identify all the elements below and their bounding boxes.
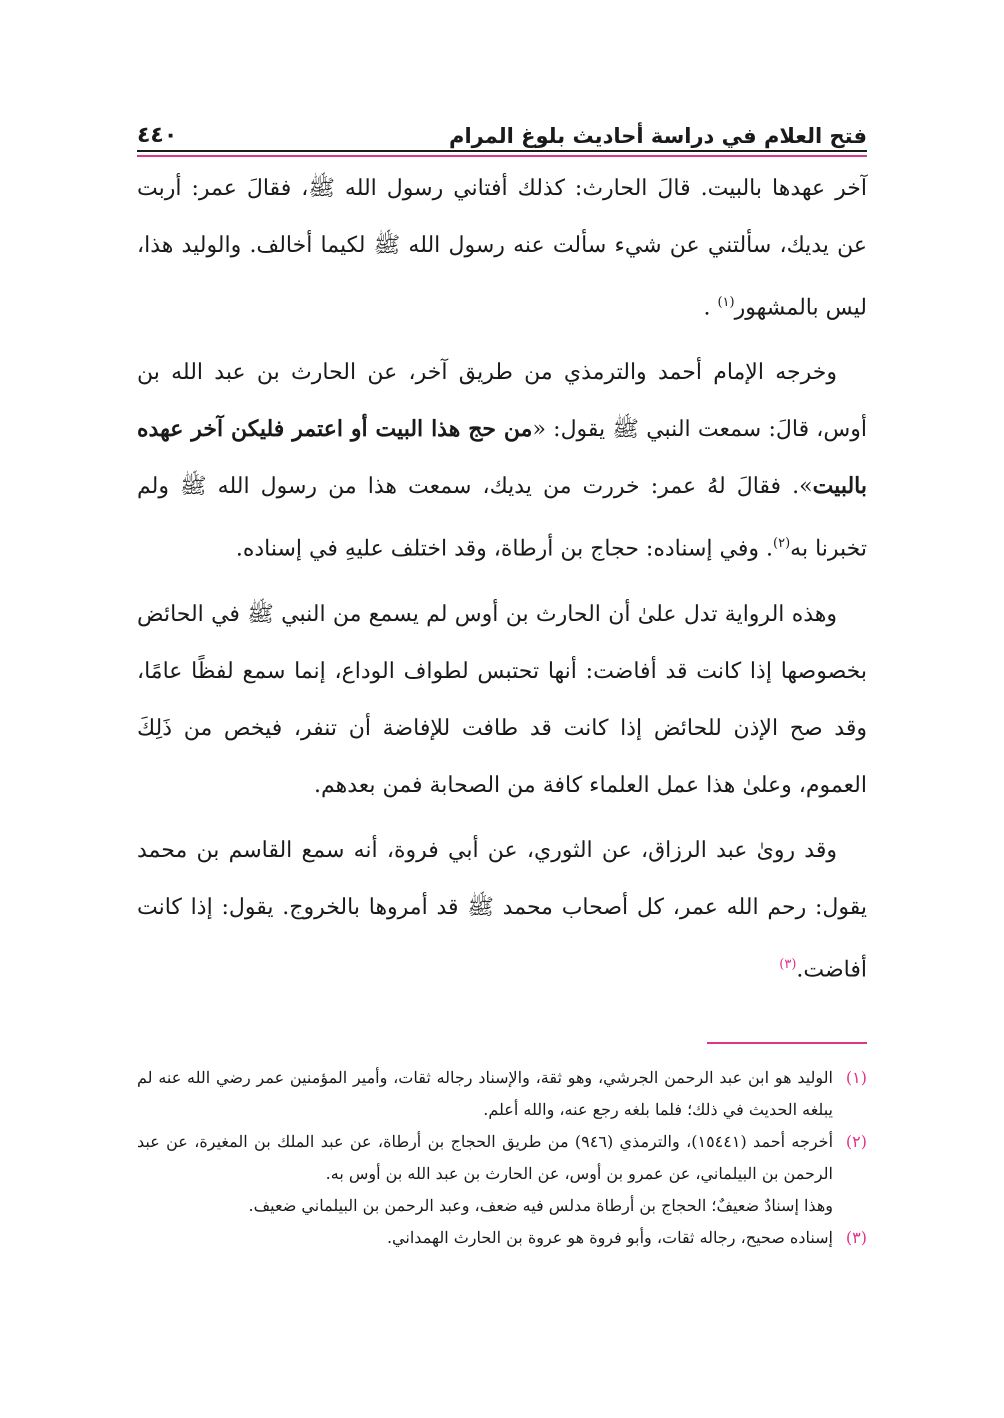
header-rule-black — [137, 150, 867, 152]
footnote-1 — [137, 1062, 867, 1126]
footnote-ref-1[interactable]: (١) — [717, 295, 735, 310]
paragraph-2-text-c: . وفي إسناده: حجاج بن أرطاة، وقد اختلف عليهِ في إسناده. — [235, 536, 774, 562]
paragraph-3 — [137, 586, 867, 814]
footnote-2-number: (٢) — [845, 1132, 867, 1151]
running-title: فتح العلام في دراسة أحاديث بلوغ المرام — [449, 124, 867, 148]
footnote-3-line-1: إسناده صحيح، رجاله ثقات، وأبو فروة هو عروة بن الحارث الهمداني. — [386, 1228, 833, 1247]
footnote-2-line-2: وهذا إسنادٌ ضعيفٌ؛ الحجاج بن أرطاة مدلس فيه ضعف، وعبد الرحمن بن البيلماني ضعيف. — [248, 1196, 833, 1215]
paragraph-3-text: وهذه الرواية تدل علىٰ أن الحارث بن أوس لم يسمع من النبي ﷺ في الحائض بخصوصها إذا كانت قد أفاضت: أنها تحتبس لطواف الوداع، إنما سمع لفظًا عامًا، وقد صح الإذن للحائض إذا كانت قد طافت للإفاضة أن تنفر، فيخص من ذَلِكَ العموم، وعلىٰ هذا عمل العلماء كافة من الصحابة فمن بعدهم. — [137, 601, 867, 798]
footnote-3 — [137, 1222, 867, 1254]
main-text — [137, 160, 867, 998]
footnote-1-line-1: الوليد هو ابن عبد الرحمن الجرشي، وهو ثقة، والإسناد رجاله ثقات، وأمير المؤمنين عمر رضي الله عنه لم يبلغه الحديث في ذلك؛ فلما بلغه رجع عنه، والله أعلم. — [137, 1068, 833, 1119]
paragraph-1-text: آخر عهدها بالبيت. قالَ الحارث: كذلك أفتاني رسول الله ﷺ، فقالَ عمر: أربت عن يديك، سألتني عن شيء سألت عنه رسول الله ﷺ لكيما أخالف. والوليد هذا، ليس بالمشهور — [137, 176, 867, 321]
footnote-separator — [707, 1042, 867, 1044]
footnotes — [137, 1062, 867, 1254]
paragraph-1-end: . — [703, 295, 718, 321]
footnote-1-number: (١) — [845, 1068, 867, 1087]
paragraph-2 — [137, 344, 867, 577]
footnote-ref-2[interactable]: (٢) — [773, 536, 791, 552]
footnote-2-line-1: أخرجه أحمد (١٥٤٤١)، والترمذي (٩٤٦) من طريق الحجاج بن أرطاة، عن عبد الملك بن المغيرة، عن عبد الرحمن بن البيلماني، عن عمرو بن أوس، عن الحارث بن عبد الله بن أوس به. — [137, 1132, 834, 1183]
footnote-2 — [137, 1126, 867, 1222]
book-page — [137, 100, 867, 1360]
footnote-ref-3[interactable]: (٣) — [779, 956, 797, 972]
paragraph-2-text-a: وخرجه الإمام أحمد والترمذي من طريق آخر، عن الحارث بن عبد الله بن أوس، قالَ: سمعت النبي ﷺ يقول: « — [137, 360, 868, 443]
header-rule-pink — [137, 155, 867, 157]
paragraph-2-text-b: ». فقالَ لهُ عمر: خررت من يديك، سمعت هذا من رسول الله ﷺ ولم تخبرنا به — [137, 474, 867, 562]
page-header — [137, 100, 867, 154]
hadith-quote: من حج هذا البيت أو اعتمر فليكن آخر عهده بالبيت — [137, 416, 867, 500]
footnote-3-number: (٣) — [845, 1228, 867, 1247]
page-number: ٤٤٠ — [137, 123, 178, 148]
paragraph-1 — [137, 160, 867, 336]
paragraph-4-text: وقد روىٰ عبد الرزاق، عن الثوري، عن أبي فروة، أنه سمع القاسم بن محمد يقول: رحم الله عمر، كل أصحاب محمد ﷺ قد أمروها بالخروج. يقول: إذا كانت أفاضت. — [137, 837, 867, 982]
paragraph-4 — [137, 822, 867, 998]
